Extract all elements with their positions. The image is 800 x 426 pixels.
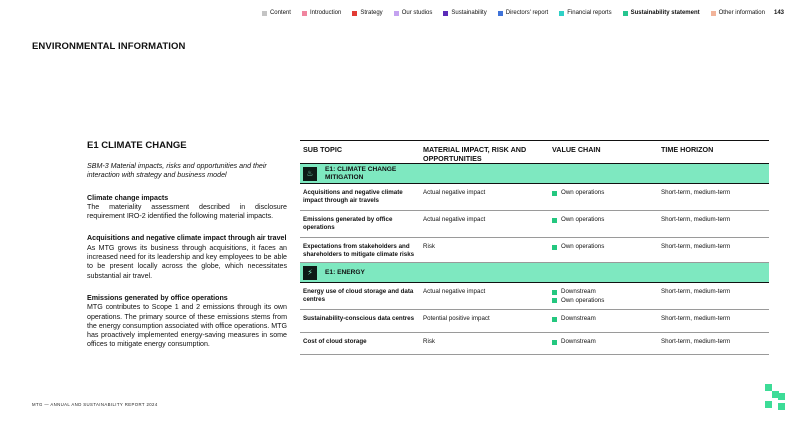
cell-impact: Risk bbox=[423, 243, 436, 250]
nav-item-our-studios[interactable] bbox=[394, 10, 433, 16]
left-column bbox=[87, 140, 287, 363]
column-header-time-horizon: TIME HORIZON bbox=[661, 145, 714, 154]
nav-item-financial-reports[interactable] bbox=[559, 10, 611, 16]
energy-icon: ⚡ bbox=[303, 266, 317, 280]
cell-time-horizon: Short-term, medium-term bbox=[661, 338, 731, 345]
nav-color-swatch bbox=[711, 11, 716, 16]
cell-value-chain bbox=[552, 288, 661, 309]
top-navigation bbox=[251, 10, 784, 16]
text-block bbox=[87, 234, 287, 280]
square-bullet-icon bbox=[552, 290, 557, 295]
page-number: 143 bbox=[773, 10, 784, 16]
text-block bbox=[87, 294, 287, 350]
table-row bbox=[300, 211, 769, 238]
square-bullet-icon bbox=[552, 191, 557, 196]
value-chain-label: Own operations bbox=[561, 189, 605, 196]
thermometer-icon: ♨ bbox=[303, 167, 317, 181]
footer-text: MTG — ANNUAL AND SUSTAINABILITY REPORT 2024 bbox=[32, 402, 158, 407]
cell-time-horizon: Short-term, medium-term bbox=[661, 288, 731, 295]
cell-time-horizon: Short-term, medium-term bbox=[661, 315, 731, 322]
cell-impact: Risk bbox=[423, 338, 436, 345]
nav-item-label: Content bbox=[269, 10, 291, 16]
cell-sub-topic: Acquisitions and negative climate impact through air travels bbox=[303, 189, 403, 204]
cell-value-chain bbox=[552, 216, 661, 237]
nav-item-list bbox=[251, 10, 765, 16]
table-header bbox=[300, 141, 769, 164]
nav-color-swatch bbox=[443, 11, 448, 16]
nav-item-label: Financial reports bbox=[567, 10, 612, 16]
nav-color-swatch bbox=[352, 11, 357, 16]
cell-sub-topic: Sustainability-conscious data centres bbox=[303, 315, 415, 322]
nav-item-sustainability[interactable] bbox=[443, 10, 486, 16]
nav-color-swatch bbox=[394, 11, 399, 16]
nav-item-other-information[interactable] bbox=[711, 10, 765, 16]
nav-color-swatch bbox=[498, 11, 503, 16]
cell-value-chain bbox=[552, 338, 661, 354]
cell-value-chain bbox=[552, 315, 661, 332]
text-block bbox=[87, 194, 287, 222]
intro-text: SBM-3 Material impacts, risks and opportunities and their interaction with strategy and business model bbox=[87, 162, 267, 180]
cell-sub-topic: Cost of cloud storage bbox=[303, 338, 367, 345]
value-chain-label: Own operations bbox=[561, 296, 605, 304]
cell-sub-topic: Emissions generated by office operations bbox=[303, 216, 393, 231]
column-header-impact: MATERIAL IMPACT, RISK AND OPPORTUNITIES bbox=[423, 145, 527, 163]
nav-item-introduction[interactable] bbox=[302, 10, 341, 16]
cell-sub-topic: Energy use of cloud storage and data centres bbox=[303, 288, 414, 303]
square-bullet-icon bbox=[552, 245, 557, 250]
table-group-label: E1: CLIMATE CHANGE MITIGATION bbox=[325, 166, 397, 181]
square-bullet-icon bbox=[552, 340, 557, 345]
nav-item-directors-report[interactable] bbox=[498, 10, 549, 16]
table-group-header bbox=[300, 164, 769, 184]
decorative-squares-icon bbox=[765, 384, 785, 410]
table-row bbox=[300, 238, 769, 263]
nav-color-swatch bbox=[302, 11, 307, 16]
square-bullet-icon bbox=[552, 317, 557, 322]
value-chain-item bbox=[552, 338, 661, 347]
table-group-header bbox=[300, 263, 769, 283]
value-chain-item bbox=[552, 189, 661, 198]
text-block-title: Emissions generated by office operations bbox=[87, 293, 228, 302]
cell-impact: Potential positive impact bbox=[423, 315, 490, 322]
value-chain-item bbox=[552, 216, 661, 225]
table-row bbox=[300, 283, 769, 310]
cell-impact: Actual negative impact bbox=[423, 216, 486, 223]
value-chain-item bbox=[552, 297, 661, 306]
column-header-sub-topic: SUB TOPIC bbox=[303, 145, 343, 154]
value-chain-item bbox=[552, 315, 661, 324]
table-row bbox=[300, 310, 769, 333]
text-block-title: Acquisitions and negative climate impact through air travel bbox=[87, 234, 287, 243]
value-chain-label: Downstream bbox=[561, 288, 596, 295]
value-chain-label: Own operations bbox=[561, 243, 605, 250]
cell-value-chain bbox=[552, 243, 661, 262]
cell-time-horizon: Short-term, medium-term bbox=[661, 243, 731, 250]
subsection-heading: E1 CLIMATE CHANGE bbox=[87, 140, 187, 151]
cell-time-horizon: Short-term, medium-term bbox=[661, 189, 731, 196]
nav-item-label: Other information bbox=[718, 10, 765, 16]
nav-item-strategy[interactable] bbox=[352, 10, 382, 16]
nav-color-swatch bbox=[262, 11, 267, 16]
square-bullet-icon bbox=[552, 298, 557, 303]
materiality-table bbox=[300, 140, 769, 355]
nav-item-content[interactable] bbox=[262, 10, 291, 16]
cell-sub-topic: Expectations from stakeholders and shareholders to mitigate climate risks bbox=[303, 243, 415, 258]
nav-color-swatch bbox=[623, 11, 628, 16]
table-row bbox=[300, 333, 769, 355]
nav-item-label: Our studios bbox=[401, 10, 433, 16]
table-row bbox=[300, 184, 769, 211]
value-chain-item bbox=[552, 288, 661, 297]
cell-time-horizon: Short-term, medium-term bbox=[661, 216, 731, 223]
value-chain-label: Downstream bbox=[561, 338, 596, 345]
text-block-title: Climate change impacts bbox=[87, 193, 169, 202]
square-bullet-icon bbox=[552, 218, 557, 223]
cell-impact: Actual negative impact bbox=[423, 288, 486, 295]
text-block-body: The materiality assessment described in disclosure requirement IRO-2 identified the following material impacts. bbox=[87, 202, 287, 221]
text-block-body: MTG contributes to Scope 1 and 2 emissions through its own operations. The primary source of these emissions stems from the energy consumption associated with office operations. MTG has proactively implemented energy-saving measures in some offices to mitigate energy consumption. bbox=[87, 303, 287, 349]
text-block-body: As MTG grows its business through acquisitions, it faces an increased need for its leadership and key employees to be able to be present locally across the globe, which necessitates substantial air travel. bbox=[87, 243, 287, 280]
cell-impact: Actual negative impact bbox=[423, 189, 486, 196]
section-title: ENVIRONMENTAL INFORMATION bbox=[32, 41, 186, 52]
nav-item-label: Sustainability statement bbox=[630, 10, 700, 16]
nav-item-label: Introduction bbox=[309, 10, 342, 16]
value-chain-item bbox=[552, 243, 661, 252]
cell-value-chain bbox=[552, 189, 661, 210]
value-chain-label: Own operations bbox=[561, 216, 605, 223]
table-group-label: E1: ENERGY bbox=[325, 268, 365, 276]
nav-item-label: Sustainability bbox=[451, 10, 487, 16]
nav-item-sustainability-statement[interactable] bbox=[623, 10, 700, 16]
nav-item-label: Strategy bbox=[360, 10, 383, 16]
nav-item-label: Directors' report bbox=[505, 10, 549, 16]
table-body bbox=[300, 164, 769, 355]
value-chain-label: Downstream bbox=[561, 315, 596, 322]
nav-color-swatch bbox=[559, 11, 564, 16]
column-header-value-chain: VALUE CHAIN bbox=[552, 145, 601, 154]
